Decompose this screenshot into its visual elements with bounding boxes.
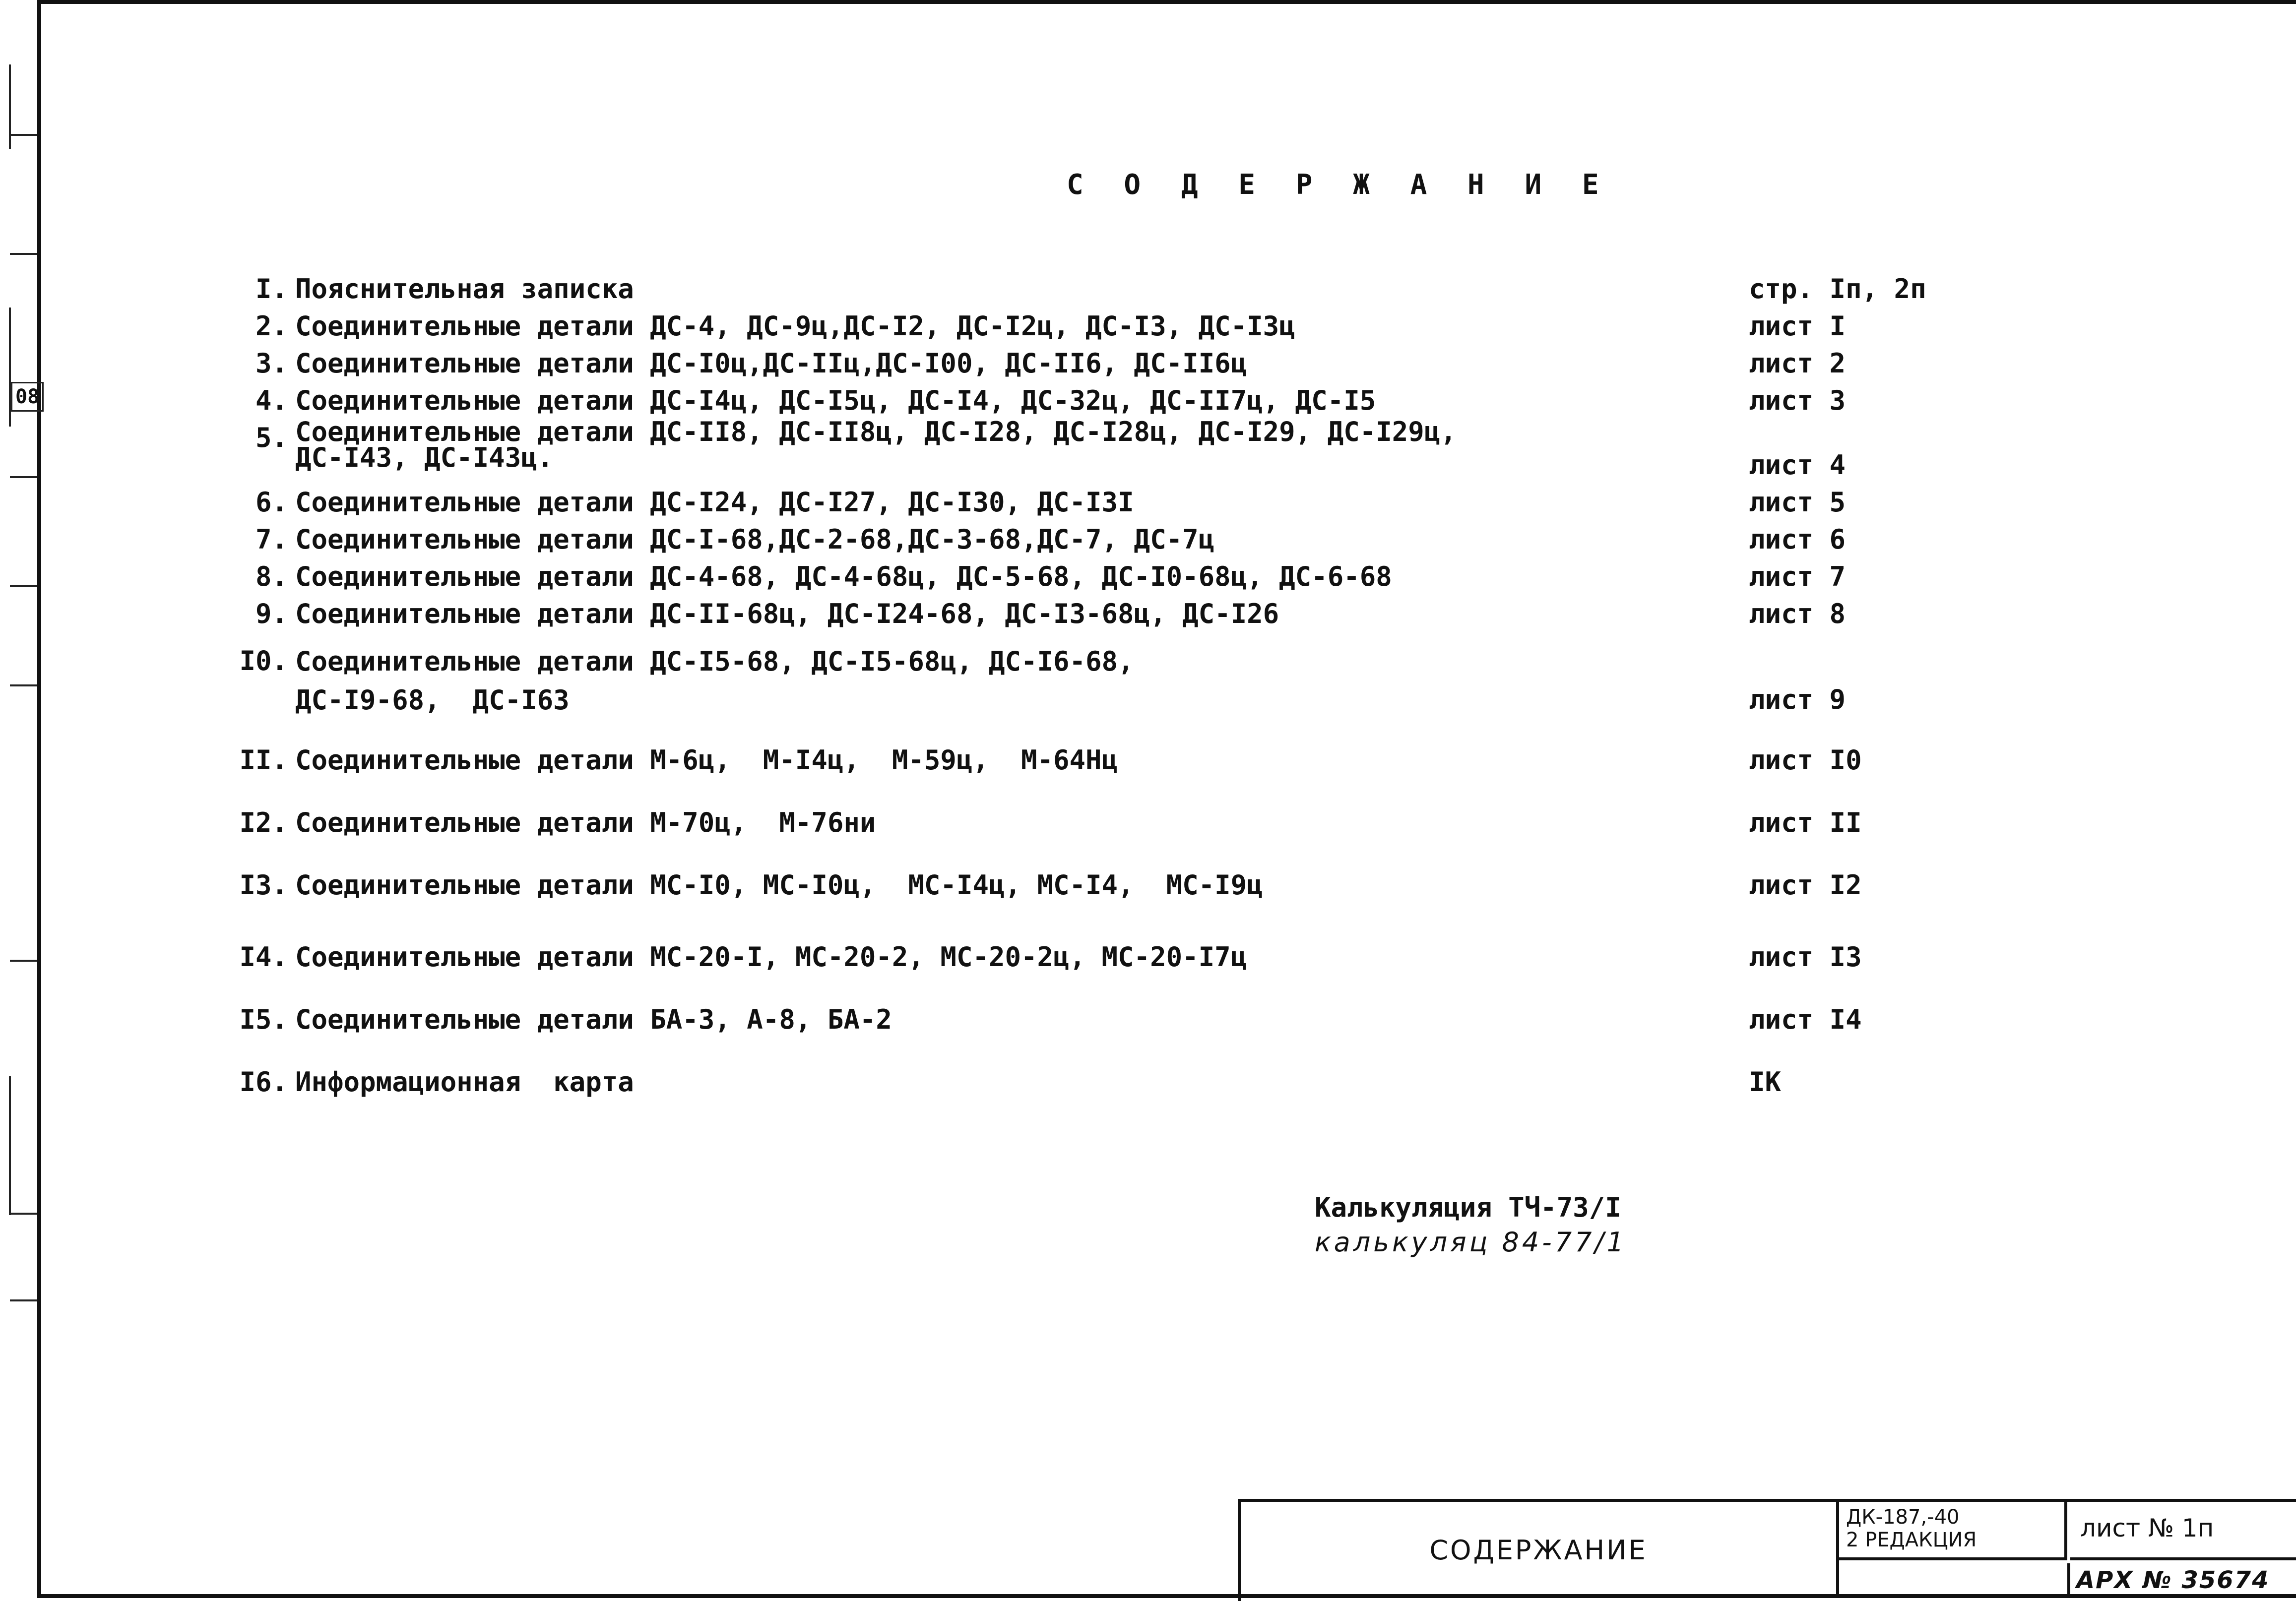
toc-item <box>213 595 1900 642</box>
toc-item-sheet: лист II <box>1749 807 1862 838</box>
toc-item <box>213 416 1900 484</box>
toc-item <box>213 1001 1900 1063</box>
title-block-archive: АРХ № 35674 <box>2076 1566 2270 1594</box>
toc-item-sheet: лист 6 <box>1749 524 1846 555</box>
toc-item-number: I2. <box>239 807 288 838</box>
toc-item-text: Соединительные детали ДС-II-68ц, ДС-I24-68, ДС-I3-68ц, ДС-I26 <box>295 598 1279 629</box>
toc-item-sheet: лист I2 <box>1749 869 1862 901</box>
toc-item-text: Соединительные детали М-70ц, М-76ни <box>295 807 876 838</box>
calculation-note <box>1315 1190 1627 1260</box>
margin-tick <box>10 134 37 136</box>
toc-item-sheet: лист 2 <box>1749 348 1846 379</box>
toc-item <box>213 308 1900 345</box>
table-of-contents <box>213 270 1926 1101</box>
toc-item <box>213 741 1900 804</box>
frame-left-border <box>37 0 41 1598</box>
toc-item-text: Соединительные детали ДС-I24, ДС-I27, ДС-I30, ДС-I3I <box>295 487 1134 518</box>
toc-item-number: II. <box>239 744 288 776</box>
toc-item-number: 5. <box>255 422 288 453</box>
toc-item <box>213 484 1900 521</box>
toc-item <box>213 938 1900 1001</box>
calculation-line-handwritten: калькуляц 84-77/1 <box>1315 1227 1627 1258</box>
toc-item <box>213 866 1900 938</box>
frame-top-border <box>37 0 2296 4</box>
toc-item-sheet: лист 4 <box>1749 449 1846 481</box>
title-block-empty-cell <box>1839 1563 2070 1598</box>
margin-tick <box>10 476 37 478</box>
toc-item-sheet: стр. Iп, 2п <box>1749 273 1926 305</box>
page-title: С О Д Е Р Ж А Н И Е <box>1067 169 1611 201</box>
toc-item-text: Соединительные детали ДС-I-68,ДС-2-68,ДС-3-68,ДС-7, ДС-7ц <box>295 524 1215 555</box>
toc-item-sheet: лист I4 <box>1749 1004 1862 1035</box>
toc-item-text: Пояснительная записка <box>295 273 634 305</box>
margin-line <box>9 64 11 149</box>
toc-item-number: I4. <box>239 941 288 973</box>
margin-line <box>9 1076 11 1215</box>
toc-item <box>213 345 1900 382</box>
toc-item-text: Соединительные детали МС-20-I, МС-20-2, МС-20-2ц, МС-20-I7ц <box>295 941 1247 973</box>
binding-margin <box>0 0 40 1602</box>
toc-item-number: I0. <box>239 645 288 677</box>
calculation-line-typed: Калькуляция ТЧ-73/I <box>1315 1192 1621 1223</box>
title-block-sheet: лист № 1п <box>2070 1502 2296 1560</box>
toc-item-sheet: лист 8 <box>1749 598 1846 629</box>
toc-item-number: I5. <box>239 1004 288 1035</box>
toc-item-text: Соединительные детали М-6ц, М-I4ц, М-59ц, М-64Нц <box>295 744 1118 776</box>
margin-tick <box>10 585 37 587</box>
margin-tick <box>10 1299 37 1301</box>
toc-item-sheet: лист I <box>1749 310 1846 342</box>
toc-item-number: I3. <box>239 869 288 901</box>
toc-item-number: 4. <box>255 385 288 416</box>
toc-item <box>213 270 1926 308</box>
margin-tick <box>10 1213 37 1215</box>
toc-item-text: Соединительные детали ДС-I0ц,ДС-IIц,ДС-I00, ДС-II6, ДС-II6ц <box>295 348 1247 379</box>
toc-item-text: Соединительные детали МС-I0, МС-I0ц, МС-I4ц, МС-I4, МС-I9ц <box>295 869 1263 901</box>
toc-item-text: Соединительные детали ДС-II8, ДС-II8ц, ДС-I28, ДС-I28ц, ДС-I29, ДС-I29ц, ДС-I43, ДС-I43ц. <box>295 416 1457 473</box>
toc-item <box>213 642 1900 741</box>
toc-item-text: Соединительные детали ДС-4, ДС-9ц,ДС-I2, ДС-I2ц, ДС-I3, ДС-I3ц <box>295 310 1295 342</box>
margin-tick <box>10 960 37 962</box>
toc-item-number: 2. <box>255 310 288 342</box>
toc-item-sheet: лист 3 <box>1749 385 1846 416</box>
toc-item-sheet: лист I3 <box>1749 941 1862 973</box>
toc-item-number: I. <box>255 273 288 305</box>
toc-item-number: 3. <box>255 348 288 379</box>
toc-item-text: Соединительные детали ДС-I4ц, ДС-I5ц, ДС-I4, ДС-32ц, ДС-II7ц, ДС-I5 <box>295 385 1376 416</box>
toc-item-number: 6. <box>255 487 288 518</box>
toc-item-sheet: IК <box>1749 1066 1782 1098</box>
toc-item-sheet: лист I0 <box>1749 744 1862 776</box>
title-block-code-number: ДК-187,-40 <box>1846 1506 1960 1529</box>
toc-item-sheet: лист 9 <box>1749 684 1846 715</box>
toc-item-text: Соединительные детали ДС-4-68, ДС-4-68ц, ДС-5-68, ДС-I0-68ц, ДС-6-68 <box>295 561 1392 592</box>
toc-item-number: 8. <box>255 561 288 592</box>
toc-item-text: Информационная карта <box>295 1066 634 1098</box>
title-block-name: СОДЕРЖАНИЕ <box>1241 1502 1839 1598</box>
title-block <box>1238 1499 2296 1601</box>
toc-item <box>213 804 1900 866</box>
toc-item <box>213 558 1900 595</box>
toc-item-sheet: лист 5 <box>1749 487 1846 518</box>
title-block-code <box>1839 1502 2067 1560</box>
toc-item-number: I6. <box>239 1066 288 1098</box>
toc-item <box>213 1063 1900 1101</box>
toc-item-text: Соединительные детали БА-3, А-8, БА-2 <box>295 1004 892 1035</box>
toc-item <box>213 521 1900 558</box>
toc-item-text: Соединительные детали ДС-I5-68, ДС-I5-68ц, ДС-I6-68, ДС-I9-68, ДС-I63 <box>295 646 1134 716</box>
toc-item <box>213 382 1900 419</box>
toc-item-number: 7. <box>255 524 288 555</box>
toc-item-number: 9. <box>255 598 288 629</box>
title-block-edition: 2 РЕДАКЦИЯ <box>1846 1529 1977 1551</box>
margin-tick <box>10 684 37 686</box>
toc-item-sheet: лист 7 <box>1749 561 1846 592</box>
margin-label: 08 <box>11 382 44 412</box>
margin-tick <box>10 253 37 255</box>
